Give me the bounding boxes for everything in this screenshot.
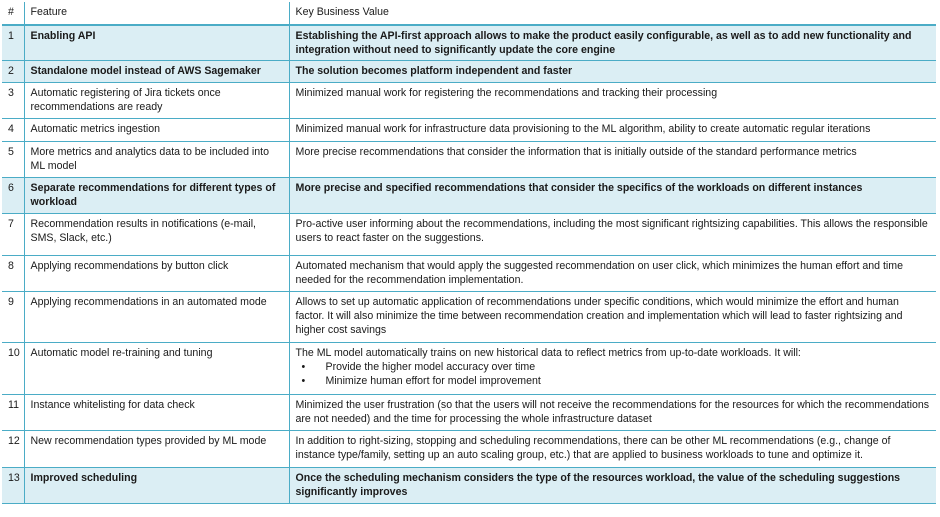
business-value-cell (289, 291, 936, 342)
row-number: 6 (2, 177, 24, 213)
feature-cell: Improved scheduling (24, 467, 289, 503)
header-row (2, 2, 936, 25)
row-number: 10 (2, 342, 24, 394)
business-value-cell (289, 177, 936, 213)
table-row (2, 291, 936, 342)
business-value-text: The ML model automatically trains on new historical data to reflect metrics from up-to-date workloads. It will: (295, 346, 801, 359)
table-row (2, 394, 936, 430)
business-value-text: Establishing the API-first approach allows to make the product easily configurable, as well as to add new functionality and integration without need to significantly update the core engine (295, 30, 912, 56)
business-value-cell (289, 60, 936, 82)
feature-cell: Applying recommendations in an automated mode (24, 291, 289, 342)
business-value-text: Allows to set up automatic application of recommendations under specific conditions, which would minimize the effort and human factor. It will also minimize the time between recommendation creation and implementation which will lead to faster rightsizing and higher cost savings (295, 295, 903, 336)
business-value-cell (289, 141, 936, 177)
business-value-cell (289, 25, 936, 60)
business-value-text: Automated mechanism that would apply the suggested recommendation on user click, which minimizes the human effort and time needed for the recommendation implementation. (295, 259, 903, 286)
business-value-cell (289, 342, 936, 394)
table-row (2, 213, 936, 255)
table-body (2, 25, 936, 503)
feature-cell: New recommendation types provided by ML mode (24, 430, 289, 467)
table-row (2, 342, 936, 394)
header-number: # (2, 2, 24, 25)
table-row (2, 255, 936, 291)
table-row (2, 141, 936, 177)
table-row (2, 82, 936, 118)
table-row (2, 430, 936, 467)
row-number: 13 (2, 467, 24, 503)
table-row (2, 467, 936, 503)
row-number: 4 (2, 118, 24, 141)
header-feature: Feature (24, 2, 289, 25)
bullet-item: • Provide the higher model accuracy over time (314, 360, 931, 374)
business-value-text: More precise recommendations that consider the information that is initially outside of the standard performance metrics (295, 145, 857, 158)
feature-cell: More metrics and analytics data to be included into ML model (24, 141, 289, 177)
row-number: 8 (2, 255, 24, 291)
business-value-cell (289, 82, 936, 118)
business-value-bullets (296, 360, 931, 388)
feature-cell: Applying recommendations by button click (24, 255, 289, 291)
row-number: 7 (2, 213, 24, 255)
business-value-cell (289, 255, 936, 291)
feature-cell: Instance whitelisting for data check (24, 394, 289, 430)
business-value-text: In addition to right-sizing, stopping and scheduling recommendations, there can be other ML recommendations (e.g., change of instance type/family, setting up an auto scaling group, etc.) that are applied to business workloads to tune and optimize it. (295, 434, 891, 461)
business-value-text: Minimized the user frustration (so that the users will not receive the recommendations for the resources for which the recommendations are not needed) and the time for processing the whole infrastructure dataset (295, 398, 930, 425)
row-number: 12 (2, 430, 24, 467)
feature-cell: Automatic metrics ingestion (24, 118, 289, 141)
feature-cell: Separate recommendations for different types of workload (24, 177, 289, 213)
table-row (2, 177, 936, 213)
business-value-cell (289, 213, 936, 255)
row-number: 1 (2, 25, 24, 60)
feature-cell: Enabling API (24, 25, 289, 60)
business-value-cell (289, 118, 936, 141)
row-number: 11 (2, 394, 24, 430)
table-row (2, 60, 936, 82)
business-value-text: More precise and specified recommendations that consider the specifics of the workloads on different instances (295, 181, 863, 194)
row-number: 2 (2, 60, 24, 82)
business-value-text: Pro-active user informing about the recommendations, including the most significant rightsizing capabilities. This allows the responsible users to react faster on the suggestions. (295, 217, 928, 244)
header-business-value: Key Business Value (289, 2, 936, 25)
feature-cell: Standalone model instead of AWS Sagemaker (24, 60, 289, 82)
row-number: 3 (2, 82, 24, 118)
business-value-text: Minimized manual work for infrastructure data provisioning to the ML algorithm, ability to create automatic regular iterations (295, 122, 871, 135)
row-number: 5 (2, 141, 24, 177)
feature-cell: Automatic registering of Jira tickets once recommendations are ready (24, 82, 289, 118)
table-row (2, 25, 936, 60)
business-value-cell (289, 394, 936, 430)
business-value-cell (289, 430, 936, 467)
business-value-text: Once the scheduling mechanism considers the type of the resources workload, the value of the scheduling suggestions significantly improves (295, 471, 901, 498)
business-value-text: The solution becomes platform independent and faster (295, 64, 573, 77)
table-row (2, 118, 936, 141)
business-value-cell (289, 467, 936, 503)
feature-cell: Automatic model re-training and tuning (24, 342, 289, 394)
row-number: 9 (2, 291, 24, 342)
business-value-text: Minimized manual work for registering the recommendations and tracking their processing (295, 86, 718, 99)
bullet-item: • Minimize human effort for model improvement (314, 374, 931, 388)
features-table (2, 2, 936, 504)
feature-cell: Recommendation results in notifications (e-mail, SMS, Slack, etc.) (24, 213, 289, 255)
